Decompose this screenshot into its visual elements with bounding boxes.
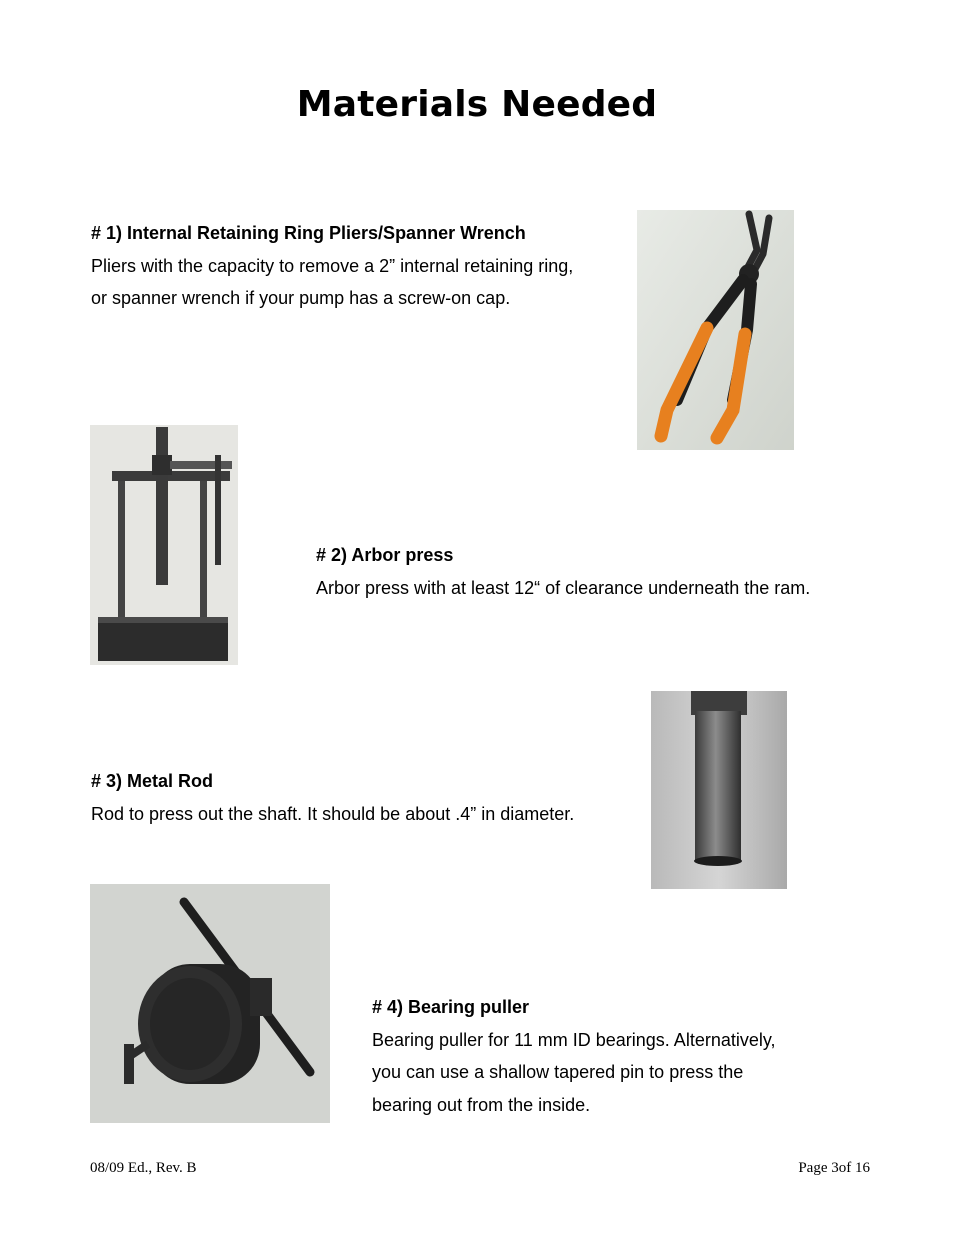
footer-edition: 08/09 Ed., Rev. B [90,1160,197,1176]
item-2 [316,539,810,604]
item-4 [372,991,776,1121]
item-3-line-1: Rod to press out the shaft. It should be about .4” in diameter. [91,803,575,824]
metal-rod-photo [651,691,787,889]
item-1-line-1: Pliers with the capacity to remove a 2” internal retaining ring, [91,255,574,276]
item-3-heading: # 3) Metal Rod [91,771,214,791]
item-2-line-1: Arbor press with at least 12“ of clearance underneath the ram. [316,577,811,598]
page-title: Materials Needed [296,84,658,125]
item-1-line-2: or spanner wrench if your pump has a screw-on cap. [91,288,511,308]
item-4-heading: # 4) Bearing puller [372,997,530,1017]
item-2-heading: # 2) Arbor press [316,545,454,565]
item-4-line-3: bearing out from the inside. [372,1094,591,1115]
item-1-heading: # 1) Internal Retaining Ring Pliers/Spanner Wrench [91,223,526,243]
item-3 [91,765,574,830]
item-4-line-2: you can use a shallow tapered pin to press the [372,1062,744,1082]
item-4-line-1: Bearing puller for 11 mm ID bearings. Alternatively, [372,1029,776,1050]
arbor-press-photo [90,425,238,665]
pliers-photo [637,210,794,450]
bearing-puller-photo [90,884,330,1123]
footer-page-number: Page 3of 16 [798,1160,870,1176]
item-1 [91,217,573,315]
